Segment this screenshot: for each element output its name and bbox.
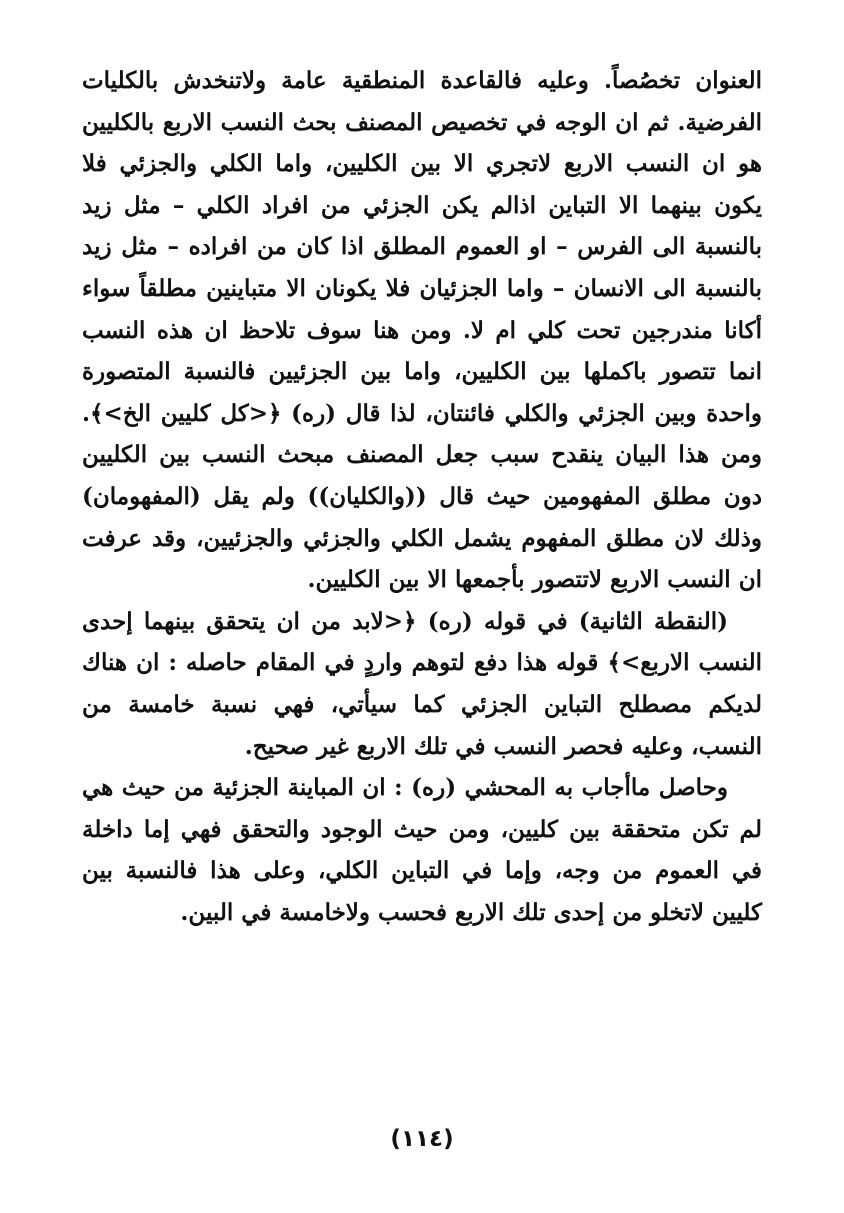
paragraph-continuation: العنوان تخصُصاً. وعليه فالقاعدة المنطقية عامة ولاتنخدش بالكليات الفرضية. ثم ان الوجه في تخصيص المصنف بحث النسب الاربع بالكليين هو ان النسب الاربع لاتجري الا بين الكليين، واما الكلي والجزئي فلا يكون بينهما الا التباين اذالم يكن الجزئي من افراد الكلي – مثل زيد بالنسبة الى الفرس – او العموم المطلق اذا كان من افراده – مثل زيد بالنسبة الى الانسان – واما الجزئيان فلا يكونان الا متباينين مطلقاً سواء أكانا مندرجين تحت كلي ام لا. ومن هنا سوف تلاحظ ان هذه النسب انما تتصور باكملها بين الكليين، واما بين الجزئيين فالنسبة المتصورة واحدة وبين الجزئي والكلي فائنتان، لذا قال (ره) ﴿<كل كليين الخ>﴾. ومن هذا البيان ينقدح سبب جعل المصنف مبحث النسب بين الكليين دون مطلق المفهومين حيث قال ((والكليان)) ولم يقل (المفهومان) وذلك لان مطلق المفهوم يشمل الكلي والجزئي والجزئيين، وقد عرفت ان النسب الاربع لاتتصور بأجمعها الا بين الكليين. [82, 67, 762, 594]
paragraph-answer: وحاصل ماأجاب به المحشي (ره) : ان المباينة الجزئية من حيث هي لم تكن متحققة بين كليين، ومن حيث الوجود والتحقق فهي إما داخلة في العموم من وجه، وإما في التباين الكلي، وعلى هذا فالنسبة بين كليين لاتخلو من إحدى تلك الاربع فحسب ولاخامسة في البين. [82, 774, 762, 926]
body-text [82, 60, 762, 933]
page-number: (١١٤) [390, 1126, 454, 1152]
paragraph-second-point: (النقطة الثانية) في قوله (ره) ﴿<لابد من ان يتحقق بينهما إحدى النسب الاربع>﴾ قوله هذا دفع لتوهم واردٍ في المقام حاصله : ان هناك لديكم مصطلح التباين الجزئي كما سيأتي، فهي نسبة خامسة من النسب، وعليه فحصر النسب في تلك الاربع غير صحيح. [82, 607, 762, 760]
